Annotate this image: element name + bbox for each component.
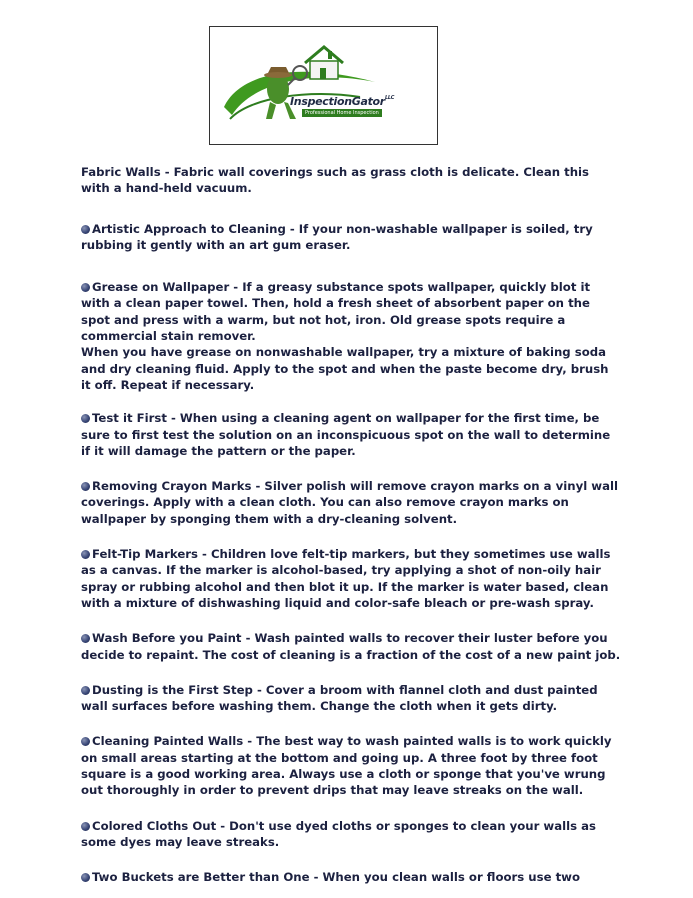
section-artistic-approach: Artistic Approach to Cleaning - If your non-washable wallpaper is soiled, try rubbing it gently with an art gum eraser.	[81, 221, 593, 252]
section-fabric-walls: Fabric Walls - Fabric wall coverings such as grass cloth is delicate. Clean this with a hand-held vacuum.	[81, 165, 589, 196]
section-two-buckets: Two Buckets are Better than One - When you clean walls or floors use two	[81, 869, 621, 885]
gator-leg-left	[266, 102, 276, 119]
section-crayon-marks: Removing Crayon Marks - Silver polish will remove crayon marks on a vinyl wall coverings. Apply with a clean cloth. You can also remove crayon marks on wallpaper by sponging them with a dry-cleaning solvent.	[81, 479, 618, 526]
gator-logo-graphic	[210, 27, 439, 146]
section-wash-before-paint: Wash Before you Paint - Wash painted walls to recover their luster before you decide to repaint. The cost of cleaning is a fraction of the cost of a new paint job.	[81, 631, 621, 662]
section-dusting: Dusting is the First Step - Cover a broom with flannel cloth and dust painted wall surfaces before washing them. Change the cloth when it gets dirty.	[81, 682, 598, 714]
logo-tagline: Professional Home Inspection	[302, 109, 382, 117]
logo-name: InspectionGator$^{LLC}$	[290, 95, 395, 108]
company-logo	[209, 26, 438, 145]
bullet-icon	[81, 482, 90, 491]
section-colored-cloths: Colored Cloths Out - Don't use dyed cloths or sponges to clean your walls as some dyes may leave streaks.	[81, 818, 596, 849]
section-felt-tip-markers: Felt-Tip Markers - Children love felt-tip markers, but they sometimes use walls as a canvas. If the marker is alcohol-based, try applying a shot of non-oily hair spray or rubbing alcohol and then blot it up. If the marker is water based, clean with a mixture of dishwashing liquid and color-safe bleach or pre-wash spray.	[81, 547, 611, 610]
bullet-icon	[81, 686, 90, 695]
bullet-icon	[81, 550, 90, 559]
bullet-icon	[81, 225, 90, 234]
bullet-icon	[81, 873, 90, 882]
bullet-icon	[81, 822, 90, 831]
bullet-icon	[81, 283, 90, 292]
bullet-icon	[81, 414, 90, 423]
bullet-icon	[81, 634, 90, 643]
gator-body	[267, 74, 289, 104]
section-grease-extra: When you have grease on nonwashable wallpaper, try a mixture of baking soda and dry cleaning fluid. Apply to the spot and when the paste become dry, brush it off. Repeat if necessary.	[81, 345, 609, 392]
section-test-it-first: Test it First - When using a cleaning agent on wallpaper for the first time, be sure to first test the solution on an inconspicuous spot on the wall to determine if it will damage the pattern or the paper.	[81, 411, 611, 458]
bullet-icon	[81, 737, 90, 746]
section-cleaning-painted-walls: Cleaning Painted Walls - The best way to wash painted walls is to work quickly on small areas starting at the bottom and going up. A three foot by three foot square is a good working area. Always use a cloth or sponge that you've wrung out thoroughly in order to prevent drips that may leave streaks on the wall.	[81, 734, 612, 798]
document-body	[81, 164, 621, 886]
house-chimney	[328, 51, 332, 59]
gator-hat-brim	[264, 72, 292, 78]
house-door	[320, 68, 326, 79]
section-grease-on-wallpaper: Grease on Wallpaper - If a greasy substance spots wallpaper, quickly blot it with a clean paper towel. Then, hold a fresh sheet of absorbent paper on the spot and press with a warm, but not hot, iron. Old grease spots require a commercial stain remover.	[81, 280, 591, 344]
